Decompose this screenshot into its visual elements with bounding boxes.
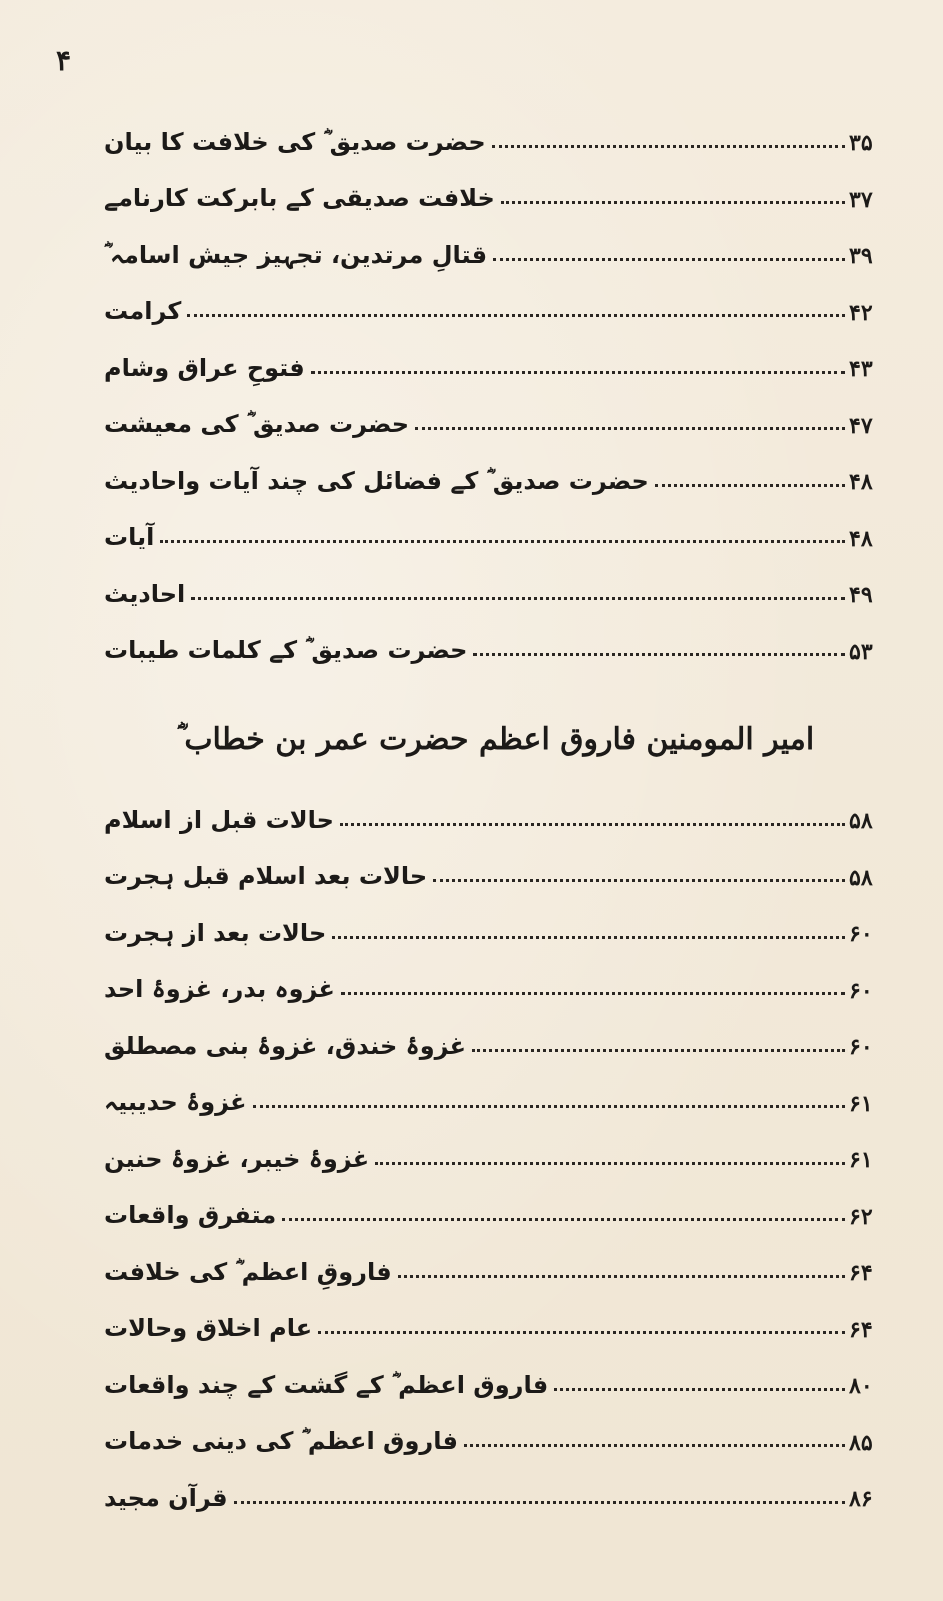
- toc-entry-title: حالات بعد از ہجرت: [104, 918, 327, 947]
- toc-entry-title: حضرت صدیق ؓ کے فضائل کی چند آیات واحادیث: [104, 466, 649, 495]
- toc-entry-page: ۳۹: [849, 243, 873, 270]
- toc-entry[interactable]: [98, 1400, 893, 1457]
- toc-entry-page: ۵۸: [849, 864, 873, 891]
- toc-entry-page: ۶۲: [849, 1203, 873, 1230]
- toc-entry-page: ۴۷: [849, 412, 873, 439]
- toc-entry-title: قتالِ مرتدین، تجہیز جیش اسامہ ؓ: [104, 240, 488, 269]
- toc-entry-title: حضرت صدیق ؓ کی معیشت: [104, 410, 410, 439]
- dotted-leader: [282, 1217, 845, 1221]
- toc-entry-title: حضرت صدیق ؓ کے کلمات طیبات: [104, 636, 468, 665]
- toc-entry[interactable]: [98, 948, 893, 1005]
- toc-entry-page: ۴۹: [849, 582, 873, 609]
- toc-entry-title: قرآن مجید: [104, 1483, 228, 1512]
- toc-entry-page: ۸۵: [849, 1429, 873, 1456]
- toc-entry[interactable]: [98, 439, 893, 496]
- toc-entry[interactable]: [98, 778, 893, 835]
- toc-entry[interactable]: [98, 1174, 893, 1231]
- dotted-leader: [493, 257, 845, 261]
- toc-entry-page: ۳۷: [849, 186, 873, 213]
- toc-entry[interactable]: [98, 383, 893, 440]
- toc-entry-page: ۶۱: [849, 1090, 873, 1117]
- toc-entry[interactable]: [98, 609, 893, 666]
- toc-part-1: [98, 100, 893, 665]
- toc-entry[interactable]: [98, 213, 893, 270]
- toc-entry-title: خلافت صدیقی کے بابرکت کارنامے: [104, 184, 495, 213]
- toc-entry[interactable]: [98, 1004, 893, 1061]
- dotted-leader: [473, 652, 845, 656]
- toc-entry-title: فاروق اعظم ؓ کے گشت کے چند واقعات: [104, 1370, 549, 1399]
- toc-entry-title: حضرت صدیق ؓ کی خلافت کا بیان: [104, 127, 486, 156]
- toc-entry[interactable]: [98, 552, 893, 609]
- toc-entry[interactable]: [98, 1343, 893, 1400]
- toc-entry[interactable]: [98, 1230, 893, 1287]
- toc-entry-title: متفرق واقعات: [104, 1201, 277, 1230]
- dotted-leader: [253, 1104, 846, 1108]
- dotted-leader: [191, 596, 845, 600]
- dotted-leader: [501, 200, 845, 204]
- toc-entry-page: ۴۸: [849, 469, 873, 496]
- toc-entry-title: حالات قبل از اسلام: [104, 805, 334, 834]
- toc-part-2: [98, 778, 893, 1513]
- dotted-leader: [234, 1500, 845, 1504]
- toc-entry-title: فاروقِ اعظم ؓ کی خلافت: [104, 1257, 392, 1286]
- toc-entry[interactable]: [98, 326, 893, 383]
- toc-entry-page: ۶۰: [849, 1034, 873, 1061]
- toc-entry-page: ۵۸: [849, 808, 873, 835]
- dotted-leader: [332, 935, 845, 939]
- dotted-leader: [318, 1330, 845, 1334]
- dotted-leader: [492, 144, 845, 148]
- dotted-leader: [433, 878, 845, 882]
- toc-entry-page: ۵۳: [849, 638, 873, 665]
- toc-entry[interactable]: [98, 270, 893, 327]
- toc-entry[interactable]: [98, 1456, 893, 1513]
- toc-entry[interactable]: [98, 1287, 893, 1344]
- toc-entry-page: ۶۰: [849, 977, 873, 1004]
- toc-entry-title: فاروق اعظم ؓ کی دینی خدمات: [104, 1427, 458, 1456]
- dotted-leader: [340, 822, 845, 826]
- toc-entry-title: غزوۂ حدیبیہ: [104, 1088, 247, 1117]
- toc-entry-page: ۶۴: [849, 1316, 873, 1343]
- toc-entry[interactable]: [98, 1061, 893, 1118]
- toc-entry-page: ۸۰: [849, 1373, 873, 1400]
- toc-entry-page: ۶۱: [849, 1147, 873, 1174]
- dotted-leader: [415, 426, 845, 430]
- dotted-leader: [398, 1274, 845, 1278]
- dotted-leader: [341, 991, 845, 995]
- toc-entry[interactable]: [98, 1117, 893, 1174]
- dotted-leader: [472, 1048, 845, 1052]
- toc-entry[interactable]: [98, 100, 893, 157]
- toc-entry-title: حالات بعد اسلام قبل ہجرت: [104, 862, 428, 891]
- toc-entry[interactable]: [98, 891, 893, 948]
- section-heading: امیر المومنین فاروق اعظم حضرت عمر بن خطاب ؓ: [176, 722, 815, 757]
- toc-entry[interactable]: [98, 496, 893, 553]
- toc-entry[interactable]: [98, 835, 893, 892]
- toc-entry-page: ۶۴: [849, 1260, 873, 1287]
- toc-entry-page: ۳۵: [849, 130, 873, 157]
- toc-entry-page: ۴۸: [849, 525, 873, 552]
- dotted-leader: [187, 313, 845, 317]
- dotted-leader: [311, 370, 845, 374]
- dotted-leader: [160, 539, 845, 543]
- dotted-leader: [375, 1161, 845, 1165]
- toc-entry-page: ۸۶: [849, 1486, 873, 1513]
- toc-entry-title: فتوحِ عراق وشام: [104, 353, 305, 382]
- toc-entry-page: ۶۰: [849, 921, 873, 948]
- toc-entry[interactable]: [98, 157, 893, 214]
- dotted-leader: [464, 1443, 845, 1447]
- toc-entry-title: احادیث: [104, 579, 186, 608]
- toc-entry-title: غزوۂ خندق، غزوۂ بنی مصطلق: [104, 1031, 466, 1060]
- dotted-leader: [554, 1387, 845, 1391]
- toc-entry-title: آیات: [104, 523, 155, 552]
- page-number: ۴: [56, 44, 72, 77]
- toc-entry-page: ۴۳: [849, 356, 873, 383]
- toc-entry-page: ۴۲: [849, 299, 873, 326]
- toc-entry-title: عام اخلاق وحالات: [104, 1314, 313, 1343]
- dotted-leader: [655, 483, 845, 487]
- toc-entry-title: کرامت: [104, 297, 182, 326]
- toc-entry-title: غزوۂ خیبر، غزوۂ حنین: [104, 1144, 370, 1173]
- toc-entry-title: غزوہ بدر، غزوۂ احد: [104, 975, 335, 1004]
